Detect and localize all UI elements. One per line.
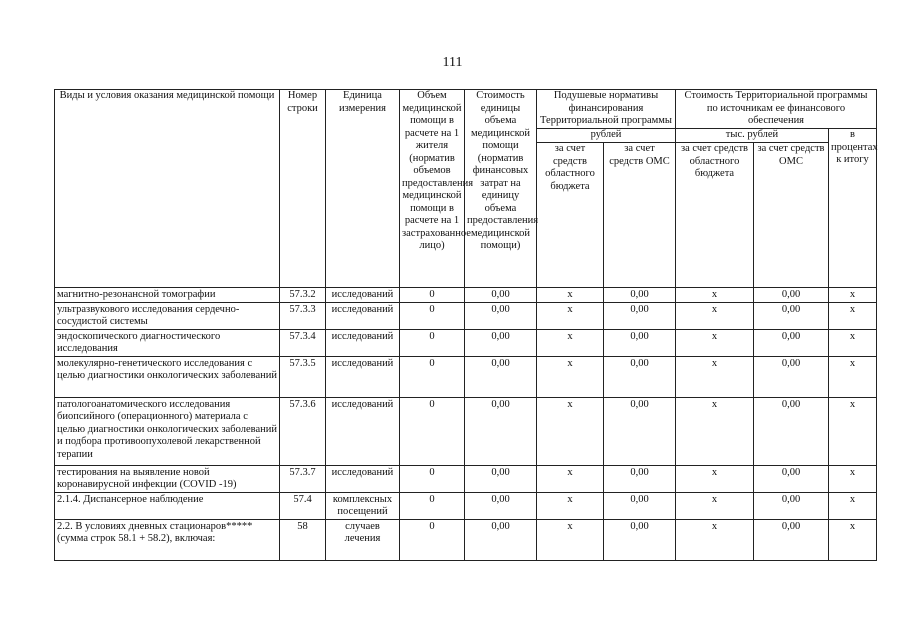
row-number: 57.3.6 <box>280 397 326 465</box>
row-unit: исследований <box>326 329 400 356</box>
row-number: 57.3.7 <box>280 465 326 492</box>
row-volume: 0 <box>400 288 465 303</box>
row-tc-budget: х <box>676 329 754 356</box>
row-name: ультразвукового исследования сердечно-сосудистой системы <box>55 302 280 329</box>
row-pc-oms: 0,00 <box>604 356 676 397</box>
row-pct: х <box>829 397 877 465</box>
header-pc-oms: за счет средств ОМС <box>604 143 676 288</box>
row-cost: 0,00 <box>465 288 537 303</box>
header-row-1 <box>55 90 877 129</box>
row-tc-oms: 0,00 <box>754 492 829 519</box>
row-tc-oms: 0,00 <box>754 329 829 356</box>
row-number: 57.3.3 <box>280 302 326 329</box>
row-tc-budget: х <box>676 288 754 303</box>
row-tc-budget: х <box>676 397 754 465</box>
row-pct: х <box>829 288 877 303</box>
row-cost: 0,00 <box>465 492 537 519</box>
row-tc-oms: 0,00 <box>754 397 829 465</box>
row-pct: х <box>829 356 877 397</box>
row-volume: 0 <box>400 302 465 329</box>
table-row <box>55 519 877 560</box>
row-cost: 0,00 <box>465 397 537 465</box>
table-row <box>55 465 877 492</box>
row-pct: х <box>829 465 877 492</box>
row-unit: комплексных посещений <box>326 492 400 519</box>
table-row <box>55 302 877 329</box>
row-pc-oms: 0,00 <box>604 329 676 356</box>
row-tc-budget: х <box>676 465 754 492</box>
row-pct: х <box>829 329 877 356</box>
table-row <box>55 492 877 519</box>
row-number: 57.4 <box>280 492 326 519</box>
header-percent-total: в процентах к итогу <box>829 129 877 288</box>
row-name: молекулярно-генетического исследования с целью диагностики онкологических заболеваний <box>55 356 280 397</box>
row-tc-oms: 0,00 <box>754 356 829 397</box>
row-unit: исследований <box>326 397 400 465</box>
row-name: тестирования на выявление новой коронавирусной инфекции (COVID -19) <box>55 465 280 492</box>
header-rubles: рублей <box>537 129 676 143</box>
row-tc-budget: х <box>676 356 754 397</box>
row-cost: 0,00 <box>465 519 537 560</box>
header-thousand-rubles: тыс. рублей <box>676 129 829 143</box>
row-name: патологоанатомического исследования биопсийного (операционного) материала с целью диагностики онкологических заболеваний и подбора противоопухолевой лекарственной терапии <box>55 397 280 465</box>
row-pc-oms: 0,00 <box>604 302 676 329</box>
header-unit: Единица измерения <box>326 90 400 288</box>
header-program-cost-group: Стоимость Территориальной программы по источникам ее финансового обеспечения <box>676 90 877 129</box>
row-number: 57.3.5 <box>280 356 326 397</box>
row-cost: 0,00 <box>465 329 537 356</box>
row-unit: случаев лечения <box>326 519 400 560</box>
row-name: 2.1.4. Диспансерное наблюдение <box>55 492 280 519</box>
row-pc-budget: х <box>537 302 604 329</box>
header-pc-budget: за счет средств областного бюджета <box>537 143 604 288</box>
page-number: 111 <box>442 55 463 70</box>
row-volume: 0 <box>400 356 465 397</box>
row-number: 57.3.4 <box>280 329 326 356</box>
row-unit: исследований <box>326 302 400 329</box>
row-unit: исследований <box>326 465 400 492</box>
row-pc-budget: х <box>537 329 604 356</box>
row-unit: исследований <box>326 288 400 303</box>
header-unit-cost: Стоимость единицы объема медицинской помощи (норматив финансовых затрат на единицу объема предоставления медицинской помощи) <box>465 90 537 288</box>
row-volume: 0 <box>400 519 465 560</box>
row-volume: 0 <box>400 465 465 492</box>
row-volume: 0 <box>400 397 465 465</box>
row-number: 58 <box>280 519 326 560</box>
row-pc-oms: 0,00 <box>604 492 676 519</box>
table-row <box>55 356 877 397</box>
row-cost: 0,00 <box>465 356 537 397</box>
row-tc-budget: х <box>676 302 754 329</box>
row-cost: 0,00 <box>465 302 537 329</box>
row-pc-oms: 0,00 <box>604 465 676 492</box>
row-pc-budget: х <box>537 465 604 492</box>
row-pc-budget: х <box>537 397 604 465</box>
row-unit: исследований <box>326 356 400 397</box>
row-pc-oms: 0,00 <box>604 288 676 303</box>
header-type: Виды и условия оказания медицинской помощи <box>55 90 280 288</box>
row-pct: х <box>829 302 877 329</box>
header-tc-oms: за счет средств ОМС <box>754 143 829 288</box>
row-tc-budget: х <box>676 492 754 519</box>
row-tc-oms: 0,00 <box>754 302 829 329</box>
row-tc-oms: 0,00 <box>754 519 829 560</box>
row-pc-budget: х <box>537 356 604 397</box>
header-per-capita-group: Подушевые нормативы финансирования Территориальной программы <box>537 90 676 129</box>
row-number: 57.3.2 <box>280 288 326 303</box>
row-volume: 0 <box>400 329 465 356</box>
row-pc-oms: 0,00 <box>604 519 676 560</box>
row-pc-budget: х <box>537 288 604 303</box>
header-volume: Объем медицинской помощи в расчете на 1 жителя (норматив объемов предоставления медицинской помощи в расчете на 1 застрахованное лицо) <box>400 90 465 288</box>
row-name: 2.2. В условиях дневных стационаров***** (сумма строк 58.1 + 58.2), включая: <box>55 519 280 560</box>
program-table <box>54 89 877 561</box>
table-row <box>55 397 877 465</box>
row-name: эндоскопического диагностического исследования <box>55 329 280 356</box>
row-cost: 0,00 <box>465 465 537 492</box>
row-pct: х <box>829 519 877 560</box>
header-row-number: Номер строки <box>280 90 326 288</box>
row-volume: 0 <box>400 492 465 519</box>
row-pc-budget: х <box>537 519 604 560</box>
row-pc-budget: х <box>537 492 604 519</box>
row-tc-oms: 0,00 <box>754 288 829 303</box>
row-tc-oms: 0,00 <box>754 465 829 492</box>
row-pc-oms: 0,00 <box>604 397 676 465</box>
header-tc-budget: за счет средств областного бюджета <box>676 143 754 288</box>
row-name: магнитно-резонансной томографии <box>55 288 280 303</box>
table-row <box>55 288 877 303</box>
row-pct: х <box>829 492 877 519</box>
row-tc-budget: х <box>676 519 754 560</box>
table-row <box>55 329 877 356</box>
